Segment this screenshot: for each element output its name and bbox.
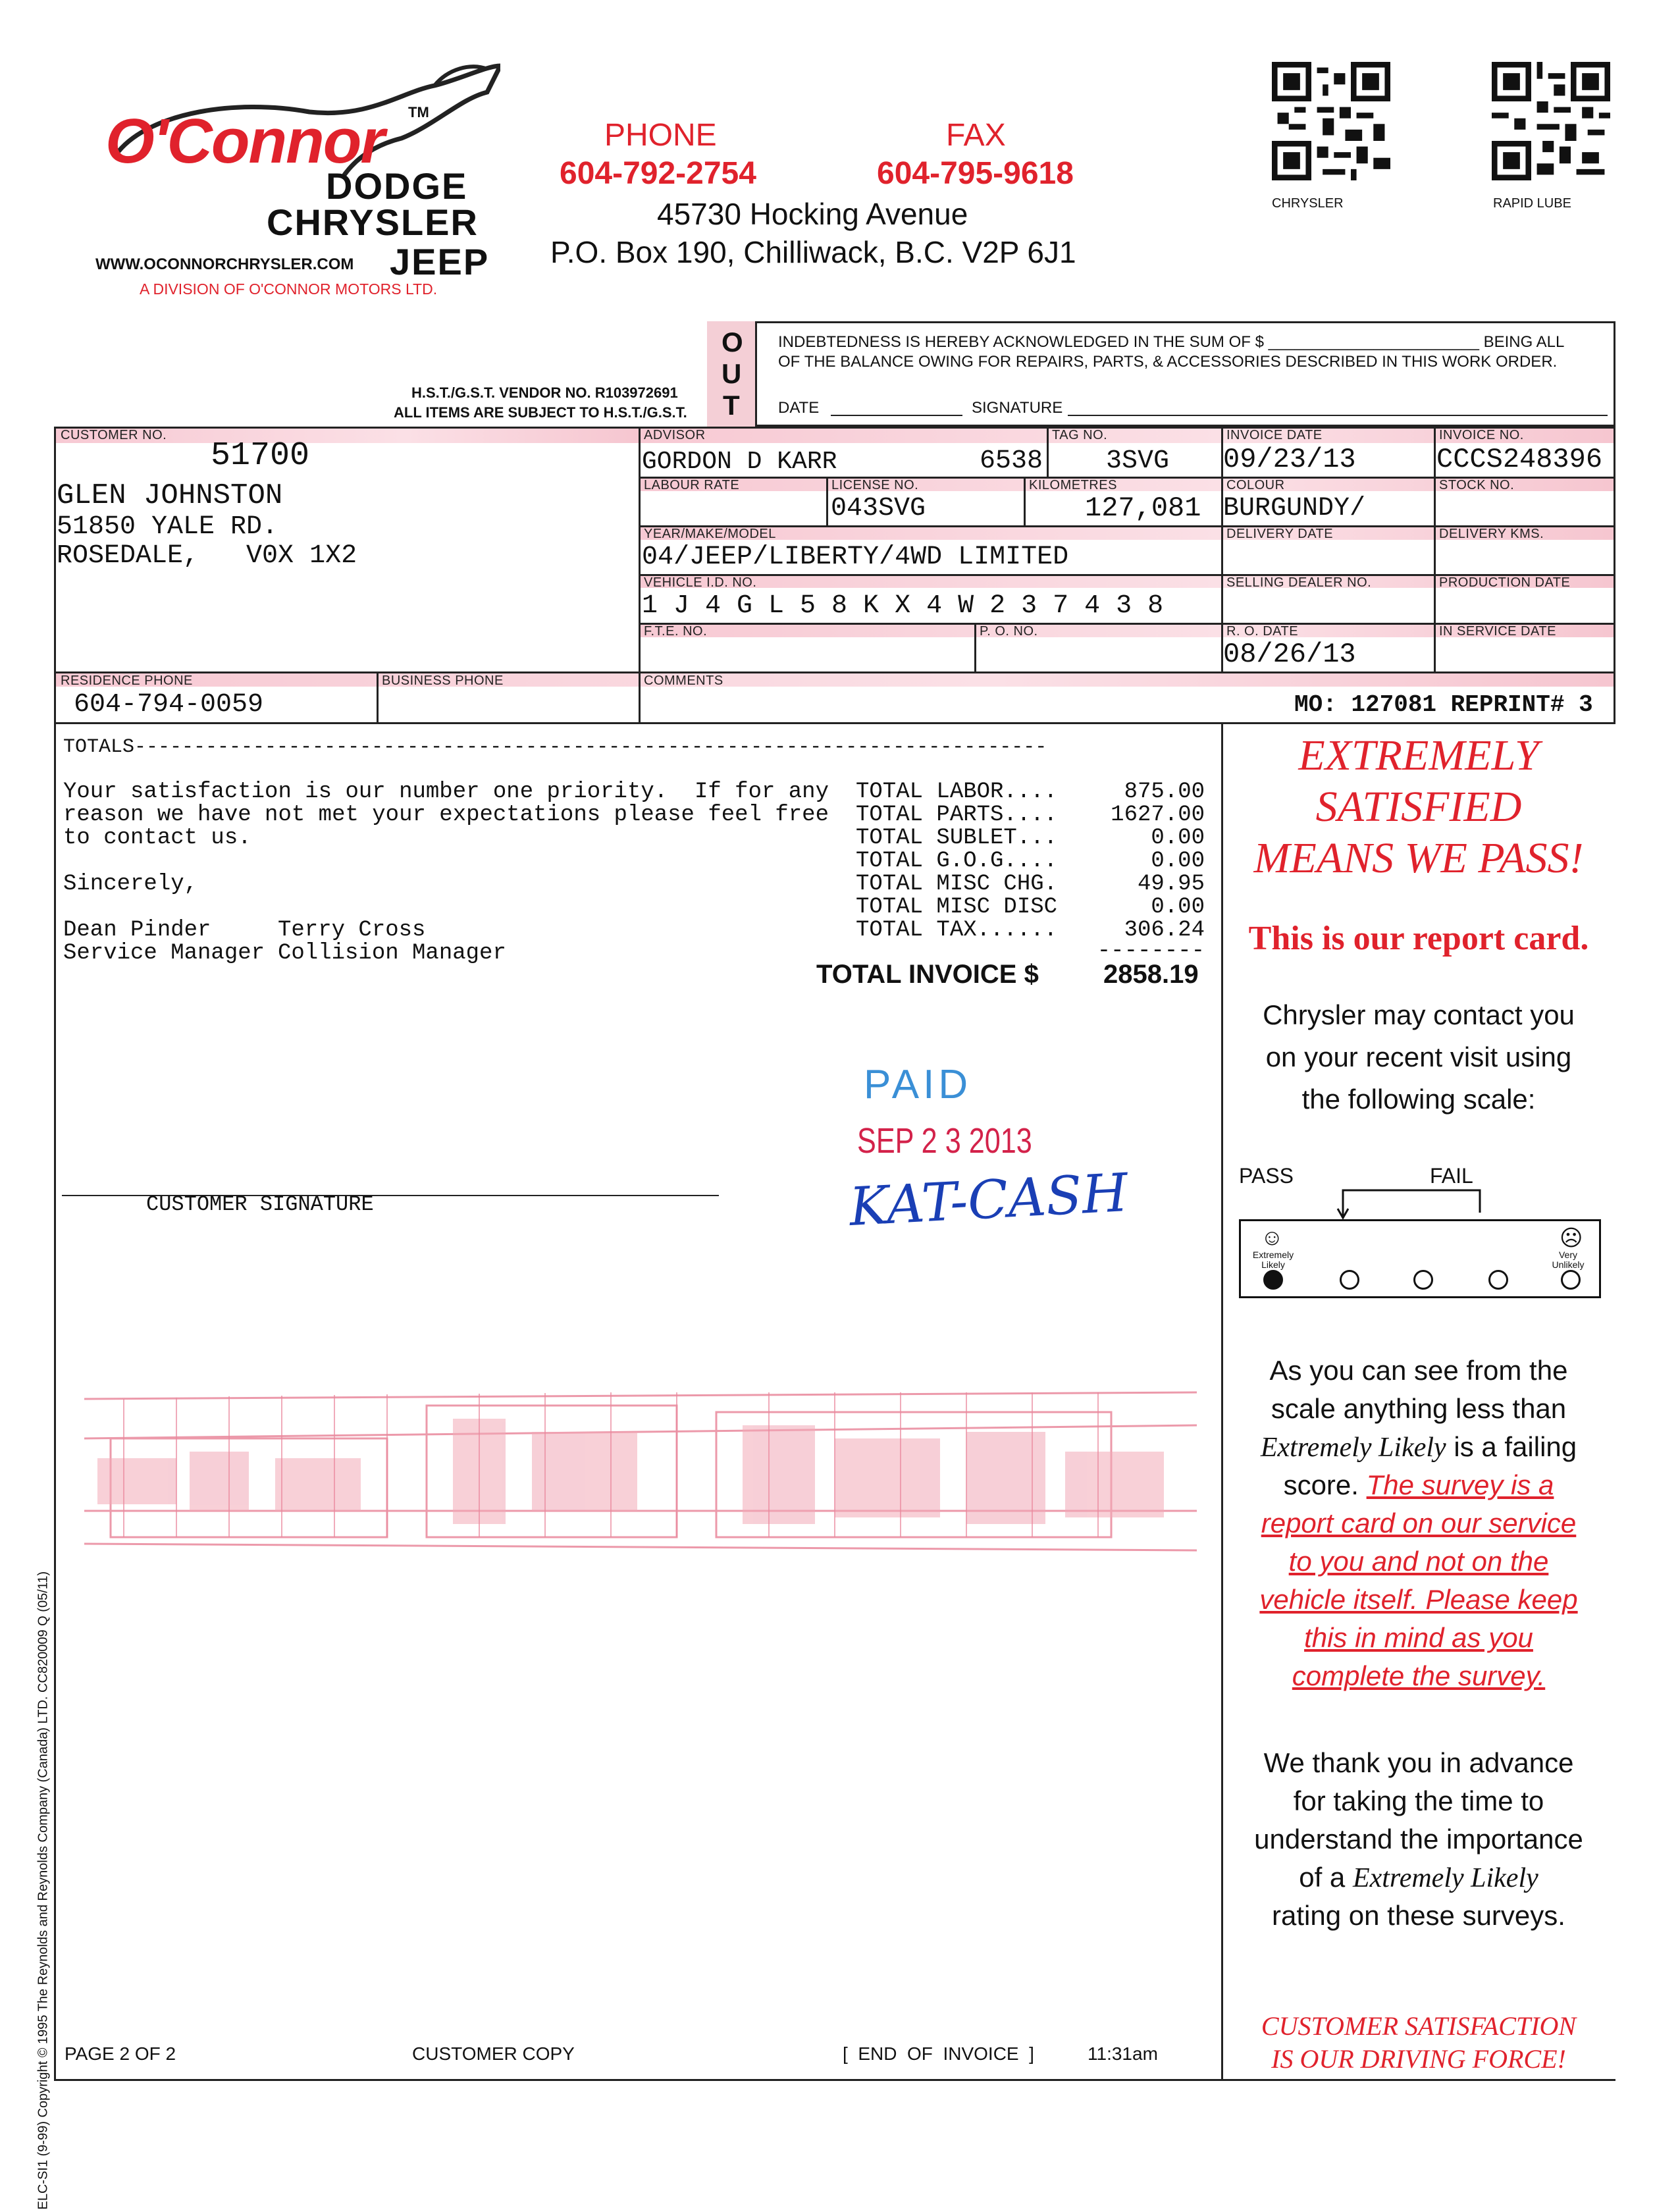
print-time: 11:31am bbox=[1088, 2043, 1158, 2064]
vin-label: VEHICLE I.D. NO. bbox=[644, 575, 757, 590]
kilometres: 127,081 bbox=[1085, 492, 1201, 524]
qr-caption-chrysler: CHRYSLER bbox=[1272, 196, 1344, 211]
date-stamp: SEP 2 3 2013 bbox=[857, 1121, 1032, 1161]
total-row bbox=[856, 873, 1205, 896]
tax-vendor-no: H.S.T./G.S.T. VENDOR NO. R103972691 bbox=[411, 384, 678, 401]
thanks-line-1: We thank you in advance bbox=[1263, 1747, 1574, 1778]
thanks-line-4 bbox=[1224, 1862, 1613, 1894]
qr-code-rapid-lube-icon bbox=[1492, 62, 1610, 180]
thanks-line-2: for taking the time to bbox=[1293, 1785, 1544, 1816]
delivery-kms-label: DELIVERY KMS. bbox=[1439, 527, 1544, 541]
copy-type: CUSTOMER COPY bbox=[412, 2043, 575, 2064]
tag-no-label: TAG NO. bbox=[1052, 428, 1108, 442]
total-row bbox=[856, 827, 1205, 850]
logo-chrysler: CHRYSLER bbox=[267, 201, 479, 243]
out-letter-t: T bbox=[723, 390, 740, 421]
total-row bbox=[856, 850, 1205, 873]
smiley-sad-icon: ☹ bbox=[1560, 1226, 1583, 1251]
tag-no: 3SVG bbox=[1106, 446, 1170, 476]
colour: BURGUNDY/ bbox=[1223, 494, 1366, 523]
total-label: TOTAL PARTS.... bbox=[856, 802, 1058, 828]
handwritten-note: KAT-CASH bbox=[847, 1161, 1130, 1238]
contact-line-1: Chrysler may contact you bbox=[1263, 999, 1575, 1030]
logo-tm: TM bbox=[408, 104, 429, 120]
ro-date: 08/26/13 bbox=[1223, 639, 1356, 670]
failing-text: is a failing bbox=[1446, 1431, 1577, 1462]
manager-title-1: Service Manager bbox=[63, 941, 265, 966]
of-a-text: of a bbox=[1299, 1862, 1353, 1893]
fax-number: 604-795-9618 bbox=[877, 156, 1074, 191]
colour-label: COLOUR bbox=[1226, 478, 1285, 492]
slogan-line-1: CUSTOMER SATISFACTION bbox=[1261, 2011, 1577, 2041]
mo-reprint: MO: 127081 REPRINT# 3 bbox=[1294, 691, 1593, 718]
qr-caption-rapid-lube: RAPID LUBE bbox=[1493, 196, 1571, 211]
rating-option-5[interactable] bbox=[1561, 1270, 1581, 1290]
dealership-building-image bbox=[84, 1379, 1197, 1564]
total-value: 875.00 bbox=[1124, 779, 1205, 804]
po-label: P. O. NO. bbox=[980, 624, 1038, 639]
bottom-border bbox=[54, 2079, 1615, 2081]
report-card-title: This is our report card. bbox=[1248, 920, 1589, 957]
stock-no-label: STOCK NO. bbox=[1439, 478, 1515, 492]
manager-title-2: Collision Manager bbox=[278, 941, 506, 966]
vin: 1 J 4 G L 5 8 K X 4 W 2 3 7 4 3 8 bbox=[642, 591, 1164, 621]
contact-line-3: the following scale: bbox=[1301, 1084, 1536, 1115]
total-label: TOTAL MISC DISC bbox=[856, 895, 1058, 920]
slogan-line-2: IS OUR DRIVING FORCE! bbox=[1271, 2044, 1566, 2074]
comments-label: COMMENTS bbox=[644, 673, 723, 688]
smiley-happy-icon: ☺ bbox=[1261, 1225, 1284, 1250]
rating-scale bbox=[1239, 1219, 1601, 1298]
score-text: score. bbox=[1283, 1469, 1367, 1500]
paid-stamp: PAID bbox=[864, 1062, 972, 1107]
address-city: P.O. Box 190, Chilliwack, B.C. V2P 6J1 bbox=[550, 235, 1076, 269]
qr-code-chrysler-icon bbox=[1272, 62, 1390, 180]
extremely-likely-italic-2: Extremely Likely bbox=[1352, 1863, 1538, 1893]
customer-street: 51850 YALE RD. bbox=[57, 512, 278, 542]
extremely-likely-label: Extremely Likely bbox=[1252, 1250, 1294, 1270]
dealer-logo bbox=[92, 53, 500, 303]
sidebar-divider bbox=[1221, 724, 1223, 2080]
pass-label: PASS bbox=[1239, 1164, 1294, 1188]
extremely-likely-italic: Extremely Likely bbox=[1260, 1433, 1446, 1463]
total-label: TOTAL SUBLET... bbox=[856, 826, 1058, 851]
satisfaction-message-3: to contact us. bbox=[63, 826, 251, 851]
survey-emphasis-1: The survey is a bbox=[1366, 1469, 1554, 1500]
survey-emphasis-5: this in mind as you bbox=[1304, 1622, 1533, 1653]
rating-option-3[interactable] bbox=[1413, 1270, 1433, 1290]
thanks-line-3: understand the importance bbox=[1254, 1824, 1583, 1855]
headline-1: EXTREMELY bbox=[1298, 731, 1539, 779]
invoice-date-label: INVOICE DATE bbox=[1226, 428, 1323, 442]
customer-city: ROSEDALE, V0X 1X2 bbox=[57, 541, 357, 571]
total-value: 0.00 bbox=[1151, 826, 1205, 851]
logo-oconnor: O'Connor bbox=[105, 106, 384, 176]
explain-line-2: scale anything less than bbox=[1271, 1393, 1567, 1424]
invoice-no-label: INVOICE NO. bbox=[1439, 428, 1524, 442]
out-signature-line bbox=[1068, 415, 1608, 416]
out-letters bbox=[707, 321, 757, 427]
total-invoice-amount: 2858.19 bbox=[1103, 960, 1199, 989]
out-date-label: DATE bbox=[778, 399, 820, 417]
customer-name: GLEN JOHNSTON bbox=[57, 479, 283, 512]
total-label: TOTAL LABOR.... bbox=[856, 779, 1058, 804]
very-unlikely-label: Very Unlikely bbox=[1552, 1250, 1585, 1270]
out-signature-label: SIGNATURE bbox=[972, 399, 1063, 417]
logo-jeep: JEEP bbox=[390, 241, 490, 282]
tax-notice: ALL ITEMS ARE SUBJECT TO H.S.T./G.S.T. bbox=[394, 404, 687, 421]
total-invoice-label: TOTAL INVOICE $ bbox=[816, 960, 1039, 989]
delivery-date-label: DELIVERY DATE bbox=[1226, 527, 1334, 541]
in-service-label: IN SERVICE DATE bbox=[1439, 624, 1556, 639]
survey-emphasis-6: complete the survey. bbox=[1292, 1660, 1546, 1691]
total-value: 1627.00 bbox=[1111, 802, 1205, 828]
customer-no-label: CUSTOMER NO. bbox=[61, 428, 167, 442]
end-of-invoice: [ END OF INVOICE ] bbox=[843, 2043, 1034, 2064]
sincerely: Sincerely, bbox=[63, 872, 198, 897]
year-make-model-label: YEAR/MAKE/MODEL bbox=[644, 527, 776, 541]
license-no-label: LICENSE NO. bbox=[831, 478, 919, 492]
production-date-label: PRODUCTION DATE bbox=[1439, 575, 1571, 590]
year-make-model: 04/JEEP/LIBERTY/4WD LIMITED bbox=[642, 542, 1069, 572]
total-value: 0.00 bbox=[1151, 895, 1205, 920]
rating-option-4[interactable] bbox=[1488, 1270, 1508, 1290]
fail-label: FAIL bbox=[1430, 1164, 1473, 1188]
address-street: 45730 Hocking Avenue bbox=[657, 197, 968, 231]
sidebar bbox=[1224, 724, 1613, 2077]
total-value: 306.24 bbox=[1124, 918, 1205, 943]
satisfaction-message-1: Your satisfaction is our number one priority. If for any bbox=[63, 779, 829, 804]
total-dashes: -------- bbox=[1097, 939, 1205, 964]
headline-3: MEANS WE PASS! bbox=[1253, 834, 1584, 882]
residence-phone-label: RESIDENCE PHONE bbox=[61, 673, 193, 688]
advisor-no: 6538 bbox=[980, 446, 1043, 476]
phone-number: 604-792-2754 bbox=[560, 156, 756, 191]
labour-rate-label: LABOUR RATE bbox=[644, 478, 740, 492]
headline-2: SATISFIED bbox=[1315, 783, 1522, 831]
invoice-no: CCCS248396 bbox=[1436, 444, 1603, 475]
out-letter-u: U bbox=[722, 358, 742, 389]
fte-label: F.T.E. NO. bbox=[644, 624, 708, 639]
rating-option-2[interactable] bbox=[1340, 1270, 1359, 1290]
page-number: PAGE 2 OF 2 bbox=[65, 2043, 176, 2064]
total-label: TOTAL G.O.G.... bbox=[856, 849, 1058, 874]
dealer-website: WWW.OCONNORCHRYSLER.COM bbox=[95, 255, 354, 273]
manager-name-1: Dean Pinder bbox=[63, 918, 211, 943]
survey-emphasis-4: vehicle itself. Please keep bbox=[1259, 1584, 1578, 1615]
license-no: 043SVG bbox=[831, 494, 926, 523]
contact-line-2: on your recent visit using bbox=[1265, 1041, 1572, 1072]
explain-line-3 bbox=[1224, 1431, 1613, 1463]
satisfaction-message-2: reason we have not met your expectations please feel free bbox=[63, 802, 829, 828]
customer-signature-label: CUSTOMER SIGNATURE bbox=[146, 1192, 374, 1217]
out-date-line bbox=[831, 415, 962, 416]
logo-dodge: DODGE bbox=[326, 165, 468, 207]
total-row bbox=[856, 781, 1205, 804]
rating-option-1[interactable] bbox=[1263, 1270, 1283, 1290]
survey-emphasis-3: to you and not on the bbox=[1288, 1546, 1549, 1577]
total-value: 49.95 bbox=[1137, 872, 1205, 897]
manager-name-2: Terry Cross bbox=[278, 918, 426, 943]
form-side-print: ELC-SI1 (9-99) Copyright © 1995 The Reynolds and Reynolds Company (Canada) LTD. CC820009 Q (05/11) bbox=[36, 1571, 51, 2210]
residence-phone: 604-794-0059 bbox=[74, 690, 264, 720]
survey-emphasis-2: report card on our service bbox=[1261, 1508, 1577, 1539]
totals-header: TOTALS----------------------------------------------------------------------------- bbox=[63, 736, 1047, 758]
explain-line-4 bbox=[1224, 1469, 1613, 1501]
thanks-line-5: rating on these surveys. bbox=[1272, 1900, 1565, 1931]
total-row bbox=[856, 804, 1205, 827]
selling-dealer-label: SELLING DEALER NO. bbox=[1226, 575, 1372, 590]
phone-label: PHONE bbox=[604, 118, 717, 153]
advisor-name: GORDON D KARR bbox=[642, 448, 837, 476]
explain-line-1: As you can see from the bbox=[1269, 1355, 1568, 1386]
business-phone-label: BUSINESS PHONE bbox=[382, 673, 504, 688]
kilometres-label: KILOMETRES bbox=[1029, 478, 1117, 492]
out-line2: OF THE BALANCE OWING FOR REPAIRS, PARTS, & ACCESSORIES DESCRIBED IN THIS WORK ORDER. bbox=[778, 353, 1558, 371]
total-value: 0.00 bbox=[1151, 849, 1205, 874]
fax-label: FAX bbox=[946, 118, 1006, 153]
body-left-border bbox=[54, 724, 56, 2080]
out-line1: INDEBTEDNESS IS HEREBY ACKNOWLEDGED IN THE SUM OF $ ________________________ BEING ALL bbox=[778, 333, 1565, 351]
advisor-label: ADVISOR bbox=[644, 428, 706, 442]
out-letter-o: O bbox=[722, 327, 743, 357]
pass-fail-bracket-icon bbox=[1336, 1185, 1488, 1221]
total-label: TOTAL TAX...... bbox=[856, 918, 1058, 943]
ro-date-label: R. O. DATE bbox=[1226, 624, 1299, 639]
dealer-division: A DIVISION OF O'CONNOR MOTORS LTD. bbox=[140, 280, 438, 298]
invoice-date: 09/23/13 bbox=[1223, 444, 1356, 475]
total-label: TOTAL MISC CHG. bbox=[856, 872, 1058, 897]
total-row bbox=[856, 896, 1205, 919]
customer-no: 51700 bbox=[211, 437, 310, 475]
